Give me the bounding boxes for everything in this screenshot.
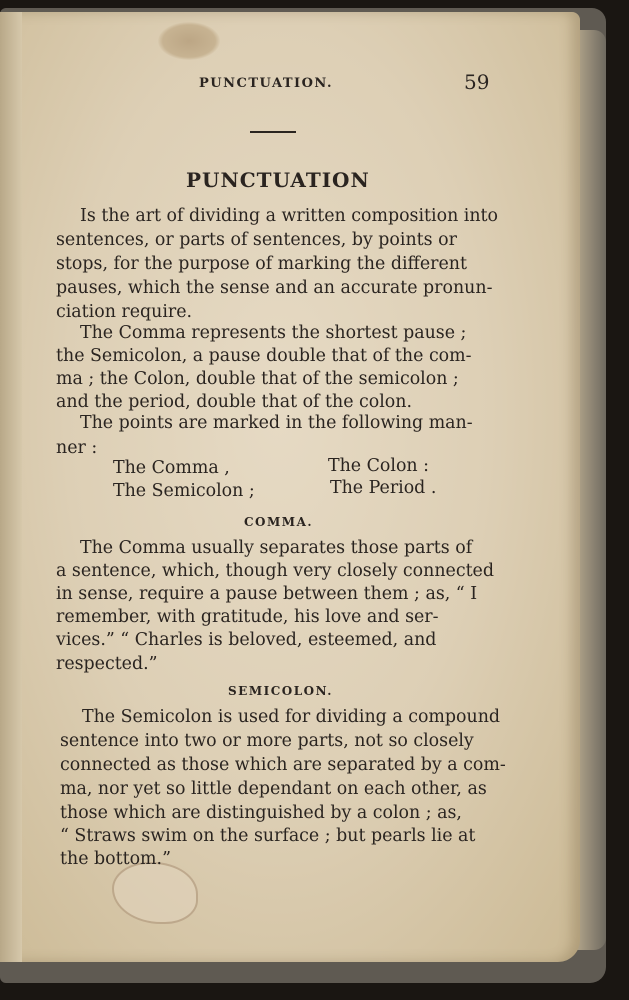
pause-line: the Semicolon, a pause double that of the com- [56,346,472,366]
comma-line: remember, with gratitude, his love and ser- [56,607,439,627]
point-period: The Period . [330,478,437,498]
comma-line: a sentence, which, though very closely connected [56,561,494,581]
page-gutter [0,12,22,962]
pause-line: ma ; the Colon, double that of the semicolon ; [56,369,459,389]
page-number: 59 [464,70,490,94]
marked-line: The points are marked in the following man- [80,413,473,433]
pause-line: and the period, double that of the colon. [56,392,412,412]
comma-line: respected.” [56,654,158,674]
running-head: PUNCTUATION. [199,76,333,91]
section-heading-semicolon: SEMICOLON. [228,684,333,698]
title-rule [250,131,296,133]
page-title: PUNCTUATION [186,168,370,192]
comma-line: The Comma usually separates those parts of [80,538,473,558]
semicolon-line: those which are distinguished by a colon ; as, [60,803,462,823]
semicolon-line: The Semicolon is used for dividing a compound [82,707,501,727]
semicolon-line: “ Straws swim on the surface ; but pearls lie at [60,826,476,846]
comma-line: vices.” “ Charles is beloved, esteemed, and [56,630,437,650]
intro-line: Is the art of dividing a written composition into [80,206,499,226]
pause-line: The Comma represents the shortest pause ; [80,323,467,343]
point-semicolon: The Semicolon ; [113,481,255,501]
intro-line: stops, for the purpose of marking the different [56,254,467,274]
point-comma: The Comma , [113,458,230,478]
semicolon-line: sentence into two or more parts, not so closely [60,731,474,751]
semicolon-line: connected as those which are separated by a com- [60,755,506,775]
section-heading-comma: COMMA. [244,515,314,529]
intro-line: ciation require. [56,302,193,322]
semicolon-line: the bottom.” [60,849,171,869]
intro-line: pauses, which the sense and an accurate pronun- [56,278,493,298]
intro-line: sentences, or parts of sentences, by points or [56,230,457,250]
marked-line: ner : [56,438,98,458]
comma-line: in sense, require a pause between them ; as, “ I [56,584,478,604]
water-stain [158,22,220,60]
semicolon-line: ma, nor yet so little dependant on each other, as [60,779,487,799]
point-colon: The Colon : [328,456,430,476]
